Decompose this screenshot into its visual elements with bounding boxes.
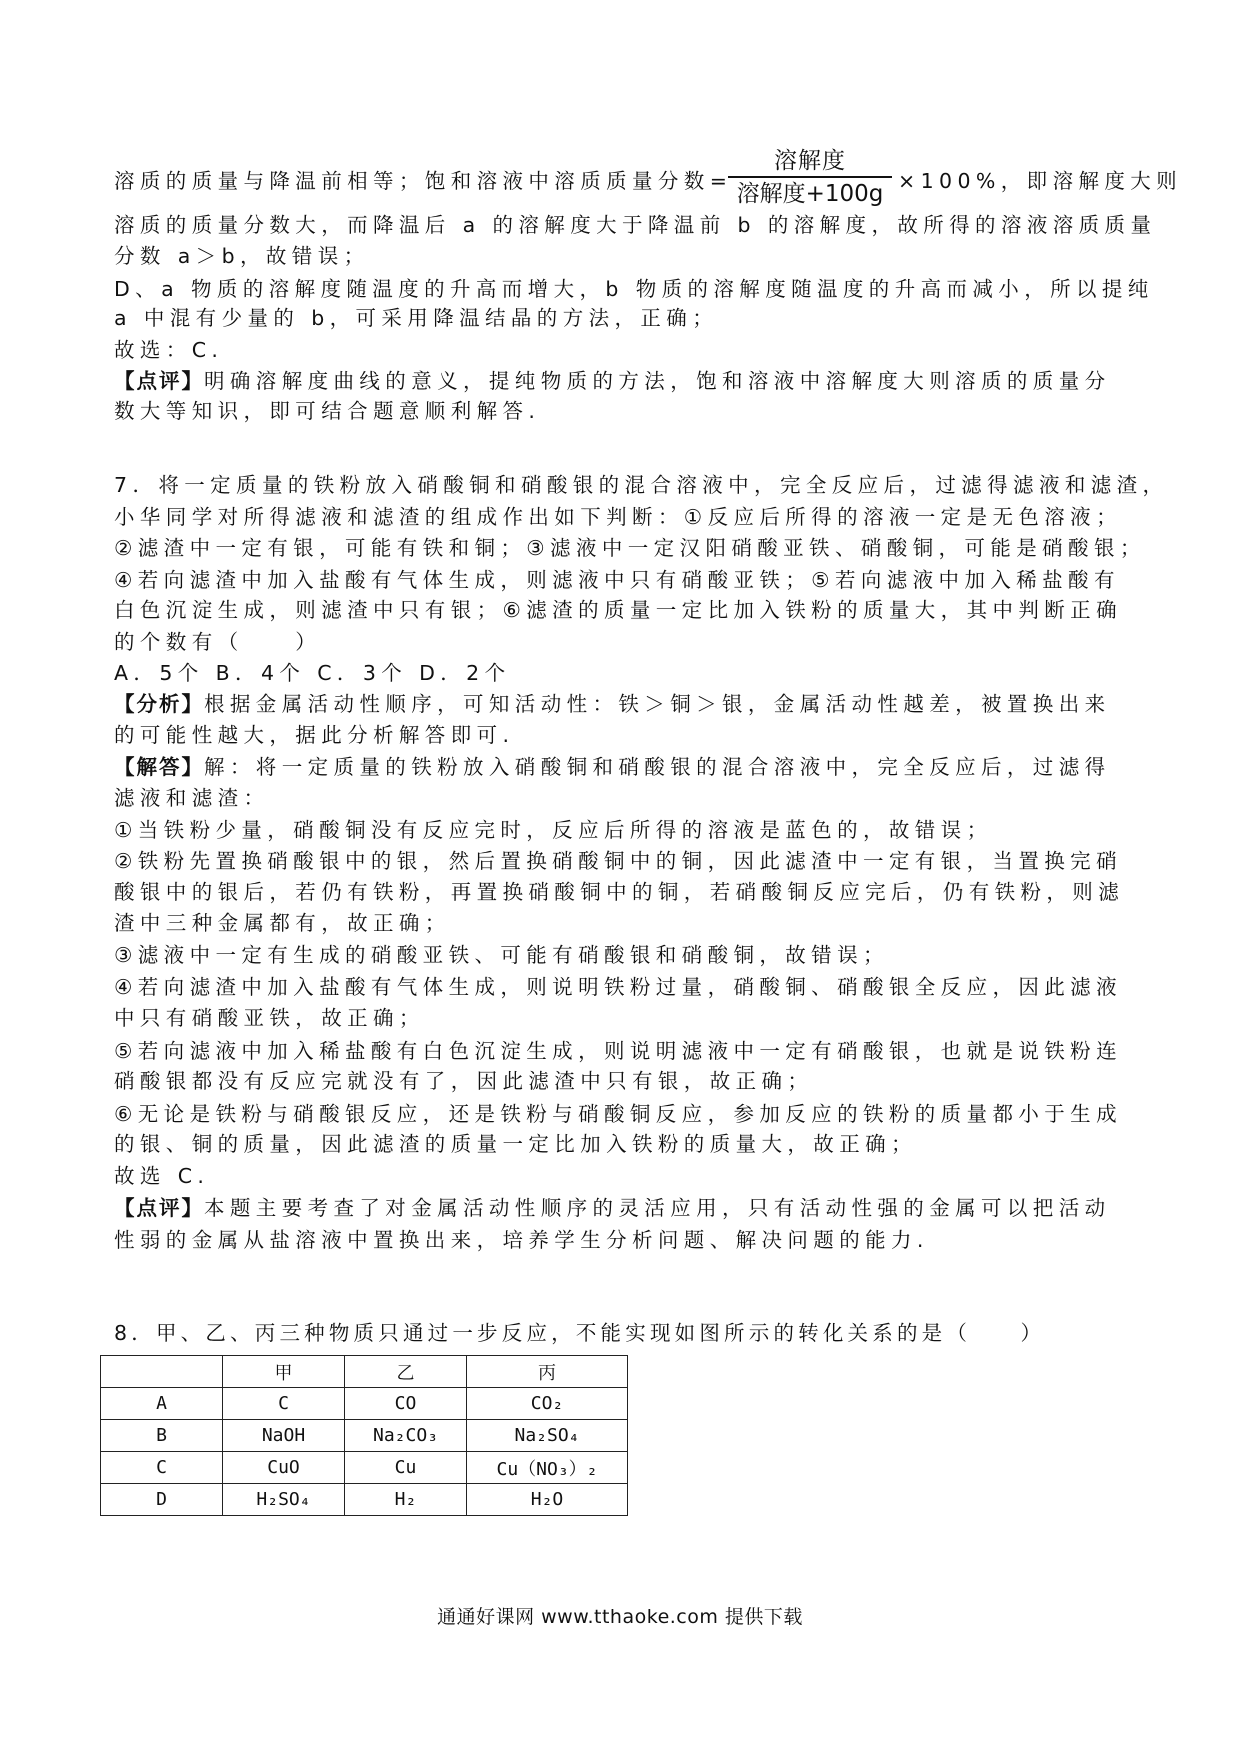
table-cell: B	[101, 1420, 223, 1452]
review-line	[114, 366, 1134, 396]
review-tag: 【点评】	[114, 1196, 204, 1220]
solubility-fraction	[726, 146, 894, 210]
table-row	[101, 1484, 628, 1516]
answer-line: 故选 C.	[114, 1164, 210, 1188]
answer-line: 硝酸银都没有反应完就没有了，因此滤渣中只有银，故正确；	[114, 1069, 814, 1093]
table-cell: H₂SO₄	[223, 1484, 345, 1516]
table-cell: CO₂	[467, 1388, 628, 1420]
table-cell: H₂	[345, 1484, 467, 1516]
review-text: 明确溶解度曲线的意义，提纯物质的方法，饱和溶液中溶解度大则溶质的质量分	[204, 369, 1111, 393]
table-row	[101, 1388, 628, 1420]
question-7-line: 小华同学对所得滤液和滤渣的组成作出如下判断：①反应后所得的溶液一定是无色溶液；	[114, 505, 1122, 529]
answer-line: ①当铁粉少量，硝酸铜没有反应完时，反应后所得的溶液是蓝色的，故错误；	[114, 818, 993, 842]
question-8-text: 8．甲、乙、丙三种物质只通过一步反应，不能实现如图所示的转化关系的是（ ）	[114, 1321, 1046, 1345]
question-7-line: 7．将一定质量的铁粉放入硝酸铜和硝酸银的混合溶液中，完全反应后，过滤得滤液和滤渣，	[114, 473, 1169, 497]
table-row	[101, 1452, 628, 1484]
answer-line: ⑤若向滤液中加入稀盐酸有白色沉淀生成，则说明滤液中一定有硝酸银，也就是说铁粉连	[114, 1039, 1122, 1063]
table-cell: Cu	[345, 1452, 467, 1484]
formula-text-before: 溶质的质量与降温前相等；饱和溶液中溶质质量分数=	[114, 169, 733, 193]
answer-line: 渣中三种金属都有，故正确；	[114, 911, 451, 935]
table-cell: NaOH	[223, 1420, 345, 1452]
analysis-line: 的可能性越大，据此分析解答即可.	[114, 723, 515, 747]
paragraph-line: 分数 a＞b，故错误；	[114, 244, 370, 268]
fraction-denominator: 溶解度+100g	[736, 181, 884, 207]
table-cell: C	[101, 1452, 223, 1484]
paragraph-line: 故选：C.	[114, 338, 224, 362]
paragraph-line: 溶质的质量分数大，而降温后 a 的溶解度大于降温前 b 的溶解度，故所得的溶液溶质质量	[114, 213, 1157, 237]
answer-line: ②铁粉先置换硝酸银中的银，然后置换硝酸铜中的铜，因此滤渣中一定有银，当置换完硝	[114, 849, 1122, 873]
answer-line: 滤液和滤渣：	[114, 786, 270, 810]
question-7-line: 白色沉淀生成，则滤渣中只有银；⑥滤渣的质量一定比加入铁粉的质量大，其中判断正确	[114, 598, 1122, 622]
question-7-line: 的个数有（ ）	[114, 630, 322, 654]
fraction-numerator: 溶解度	[774, 148, 846, 174]
paragraph-line: a 中混有少量的 b，可采用降温结晶的方法，正确；	[114, 306, 719, 330]
options-table	[100, 1355, 628, 1516]
table-row	[101, 1420, 628, 1452]
answer-line: 的银、铜的质量，因此滤渣的质量一定比加入铁粉的质量大，故正确；	[114, 1132, 917, 1156]
table-cell: CuO	[223, 1452, 345, 1484]
review-line: 性弱的金属从盐溶液中置换出来，培养学生分析问题、解决问题的能力.	[114, 1228, 929, 1252]
table-cell: Na₂CO₃	[345, 1420, 467, 1452]
answer-line: ⑥无论是铁粉与硝酸银反应，还是铁粉与硝酸铜反应，参加反应的铁粉的质量都小于生成	[114, 1102, 1122, 1126]
question-7-options: A．5个 B．4个 C．3个 D．2个	[114, 661, 511, 685]
table-header-cell: 乙	[345, 1356, 467, 1388]
answer-text: 解：将一定质量的铁粉放入硝酸铜和硝酸银的混合溶液中，完全反应后，过滤得	[204, 755, 1111, 779]
paragraph-line: D、a 物质的溶解度随温度的升高而增大，b 物质的溶解度随温度的升高而减小，所以提纯	[114, 277, 1154, 301]
table-header-row	[101, 1356, 628, 1388]
table-header-cell	[101, 1356, 223, 1388]
formula-line	[114, 146, 1183, 210]
page-footer: 通通好课网 www.tthaoke.com 提供下载	[437, 1606, 803, 1628]
table-cell: C	[223, 1388, 345, 1420]
review-line	[114, 1193, 1134, 1223]
formula-text-after: ×100%，即溶解度大则	[898, 169, 1183, 193]
answer-line: 中只有硝酸亚铁，故正确；	[114, 1006, 425, 1030]
review-line: 数大等知识，即可结合题意顺利解答.	[114, 399, 541, 423]
table-cell: CO	[345, 1388, 467, 1420]
table-cell: Cu（NO₃）₂	[467, 1452, 628, 1484]
table-cell: A	[101, 1388, 223, 1420]
answer-tag: 【解答】	[114, 755, 204, 779]
answer-line: ④若向滤渣中加入盐酸有气体生成，则说明铁粉过量，硝酸铜、硝酸银全反应，因此滤液	[114, 975, 1122, 999]
answer-line: ③滤液中一定有生成的硝酸亚铁、可能有硝酸银和硝酸铜，故错误；	[114, 943, 889, 967]
analysis-line	[114, 689, 1134, 719]
table-cell: D	[101, 1484, 223, 1516]
answer-line: 酸银中的银后，若仍有铁粉，再置换硝酸铜中的铜，若硝酸铜反应完后，仍有铁粉，则滤	[114, 880, 1125, 904]
question-7-line: ②滤渣中一定有银，可能有铁和铜；③滤液中一定汉阳硝酸亚铁、硝酸铜，可能是硝酸银；	[114, 536, 1146, 560]
question-7-line: ④若向滤渣中加入盐酸有气体生成，则滤液中只有硝酸亚铁；⑤若向滤液中加入稀盐酸有	[114, 568, 1120, 592]
answer-line	[114, 752, 1134, 782]
analysis-text: 根据金属活动性顺序，可知活动性：铁＞铜＞银，金属活动性越差，被置换出来	[204, 692, 1111, 716]
table-cell: H₂O	[467, 1484, 628, 1516]
review-tag: 【点评】	[114, 369, 204, 393]
table-header-cell: 丙	[467, 1356, 628, 1388]
analysis-tag: 【分析】	[114, 692, 204, 716]
review-text: 本题主要考查了对金属活动性顺序的灵活应用，只有活动性强的金属可以把活动	[204, 1196, 1111, 1220]
table-cell: Na₂SO₄	[467, 1420, 628, 1452]
table-header-cell: 甲	[223, 1356, 345, 1388]
